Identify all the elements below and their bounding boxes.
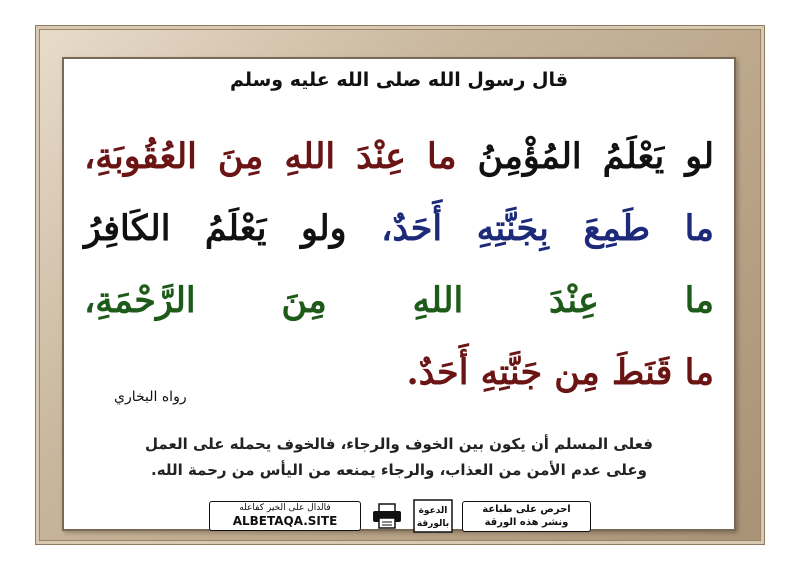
dawa-logo-icon <box>413 499 453 533</box>
hadith-part-2: ما عِنْدَ اللهِ مِنَ العُقُوبَةِ، <box>84 136 457 177</box>
explanation-line-1: فعلى المسلم أن يكون بين الخوف والرجاء، فالخوف يحمله على العمل <box>145 435 653 453</box>
hadith-card <box>62 57 736 531</box>
site-url: ALBETAQA.SITE <box>232 514 338 528</box>
header-text: قال رسول الله صلى الله عليه وسلم <box>229 69 569 91</box>
print-reminder-box <box>462 501 591 532</box>
hadith-part-4: ولو يَعْلَمُ الكَافِرُ <box>84 208 347 249</box>
narrator-text: رواه البخاري <box>114 389 187 405</box>
printer-icon <box>371 503 403 529</box>
hadith-part-6: ما قَنَطَ مِن جَنَّتِهِ أَحَدٌ. <box>406 352 714 393</box>
print-reminder-line-1: احرص على طباعة <box>482 504 571 515</box>
hadith-part-1: لو يَعْلَمُ المُؤْمِنُ <box>477 136 714 177</box>
site-tagline: فالدال على الخير كفاعله <box>239 503 331 513</box>
hadith-part-3: ما طَمِعَ بِجَنَّتِهِ أَحَدٌ، <box>381 208 715 249</box>
footer <box>209 499 589 533</box>
print-reminder-line-2: ونشر هذه الورقة <box>484 517 569 528</box>
explanation-line-2: وعلى عدم الأمن من العذاب، والرجاء يمنعه من اليأس من رحمة الله. <box>151 461 647 479</box>
explanation-text <box>84 431 714 483</box>
logo-word-2: بالورقة <box>416 519 450 529</box>
hadith-part-5: ما عِنْدَ اللهِ مِنَ الرَّحْمَةِ، <box>84 280 714 321</box>
logo-word-1: الدعوة <box>418 506 448 516</box>
site-box <box>209 501 361 531</box>
hadith-text <box>84 121 714 409</box>
